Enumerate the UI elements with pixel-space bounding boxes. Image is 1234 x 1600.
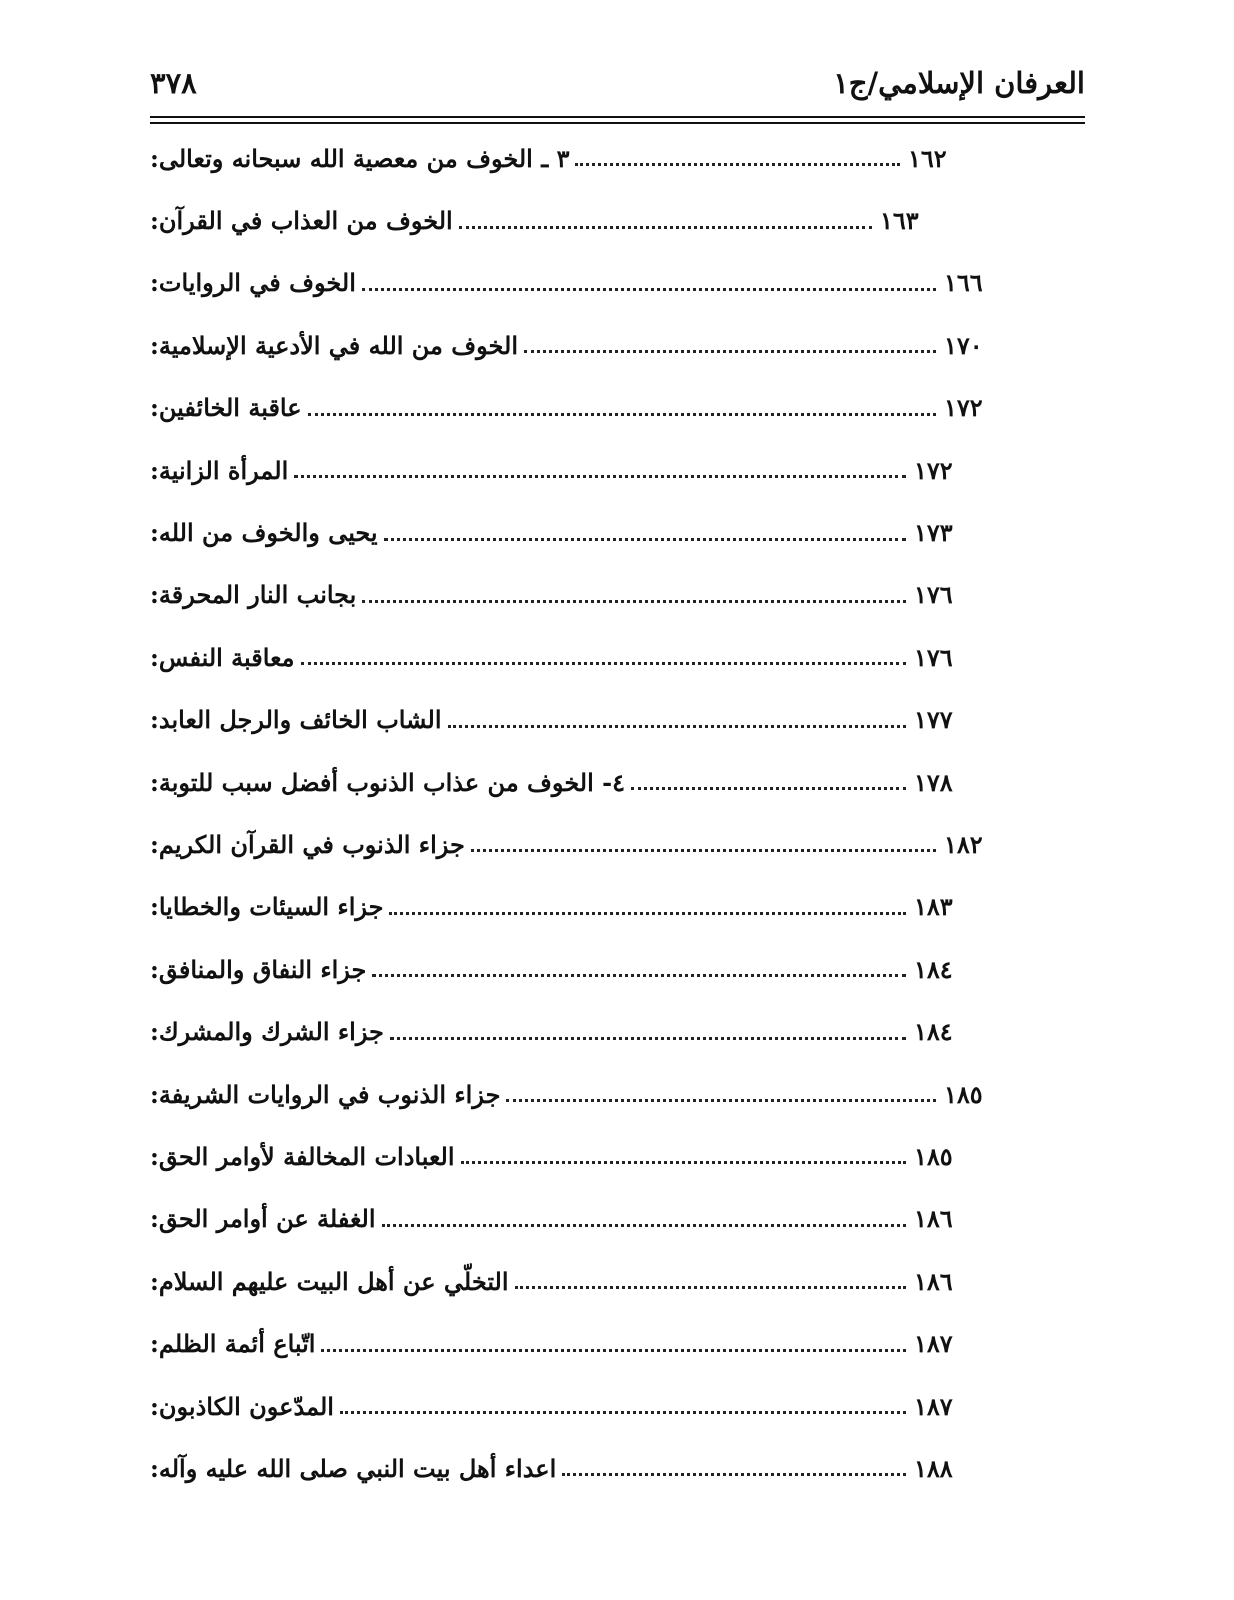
dot-leader [362, 599, 906, 603]
toc-entry-title: يحيى والخوف من الله: [150, 518, 378, 548]
toc-entry [150, 1000, 1085, 1062]
toc-entry-page: ١٨٧ [914, 1329, 953, 1359]
toc-entry-page: ١٨٧ [914, 1391, 953, 1421]
dot-leader [340, 1410, 906, 1414]
toc-entry [150, 189, 1085, 251]
toc-entry-title: المدّعون الكاذبون: [150, 1391, 334, 1421]
toc-entry-page: ١٦٢ [908, 143, 947, 173]
toc-entry-title: العبادات المخالفة لأوامر الحق: [150, 1141, 455, 1171]
toc-entry-title: جزاء الذنوب في القرآن الكريم: [150, 829, 465, 859]
dot-leader [294, 474, 906, 478]
toc-entry-page: ١٦٦ [944, 268, 983, 298]
dot-leader [301, 661, 906, 665]
toc-entry-page: ١٨٨ [914, 1453, 953, 1483]
dot-leader [362, 287, 936, 291]
toc-entry-title: جزاء الذنوب في الروايات الشريفة: [150, 1079, 501, 1109]
toc-entry [150, 626, 1085, 688]
toc-entry [150, 252, 1085, 314]
toc-entry [150, 689, 1085, 751]
toc-entry [150, 127, 1085, 189]
toc-entry-page: ١٨٤ [914, 1017, 953, 1047]
table-of-contents [150, 127, 1085, 1500]
toc-entry [150, 1188, 1085, 1250]
dot-leader [575, 162, 900, 166]
dot-leader [562, 1472, 906, 1476]
toc-entry-title: ٣ ـ الخوف من معصية الله سبحانه وتعالى: [150, 143, 570, 173]
toc-entry-page: ١٨٥ [944, 1079, 983, 1109]
toc-entry-page: ١٨٦ [914, 1266, 953, 1296]
toc-entry-page: ١٧٦ [914, 642, 953, 672]
toc-entry-page: ١٦٣ [880, 206, 919, 236]
toc-entry-title: جزاء السيئات والخطايا: [150, 892, 384, 922]
toc-entry [150, 377, 1085, 439]
toc-entry-title: بجانب النار المحرقة: [150, 580, 357, 610]
toc-entry-title: الغفلة عن أوامر الحق: [150, 1204, 376, 1234]
dot-leader [389, 911, 906, 915]
dot-leader [372, 973, 906, 977]
toc-entry [150, 439, 1085, 501]
book-title: العرفان الإسلامي/ج١ [833, 66, 1085, 100]
dot-leader [515, 1285, 906, 1289]
dot-leader [321, 1348, 906, 1352]
toc-entry-title: جزاء الشرك والمشرك: [150, 1017, 384, 1047]
toc-entry-page: ١٧٣ [914, 518, 953, 548]
page-number: ٣٧٨ [150, 66, 197, 100]
toc-entry-page: ١٨٥ [914, 1141, 953, 1171]
toc-entry-page: ١٨٦ [914, 1204, 953, 1234]
toc-entry-title: الخوف في الروايات: [150, 268, 356, 298]
dot-leader [631, 786, 906, 790]
header-rule-bottom [150, 122, 1085, 124]
toc-entry [150, 1125, 1085, 1187]
toc-entry-title: التخلّي عن أهل البيت عليهم السلام: [150, 1266, 509, 1296]
toc-entry [150, 938, 1085, 1000]
dot-leader [459, 225, 872, 229]
toc-entry-title: الشاب الخائف والرجل العابد: [150, 705, 442, 735]
toc-entry-page: ١٧٢ [914, 455, 953, 485]
toc-entry [150, 1437, 1085, 1499]
dot-leader [390, 1036, 906, 1040]
toc-entry-page: ١٨٢ [944, 829, 983, 859]
toc-entry [150, 564, 1085, 626]
toc-entry-title: المرأة الزانية: [150, 455, 289, 485]
toc-entry-title: اتّباع أئمة الظلم: [150, 1329, 316, 1359]
toc-entry-page: ١٧٦ [914, 580, 953, 610]
dot-leader [308, 412, 936, 416]
toc-entry-title: ٤- الخوف من عذاب الذنوب أفضل سبب للتوبة: [150, 767, 625, 797]
toc-entry [150, 1250, 1085, 1312]
toc-entry-title: الخوف من العذاب في القرآن: [150, 206, 453, 236]
running-header [150, 66, 1085, 116]
dot-leader [506, 1098, 936, 1102]
toc-entry-title: جزاء النفاق والمنافق: [150, 954, 367, 984]
dot-leader [448, 724, 906, 728]
toc-entry [150, 813, 1085, 875]
dot-leader [382, 1223, 906, 1227]
toc-entry-title: اعداء أهل بيت النبي صلى الله عليه وآله: [150, 1453, 557, 1483]
toc-entry-page: ١٧٠ [944, 330, 983, 360]
toc-entry-page: ١٨٤ [914, 954, 953, 984]
toc-entry [150, 314, 1085, 376]
toc-entry [150, 876, 1085, 938]
dot-leader [461, 1160, 907, 1164]
toc-entry-page: ١٧٨ [914, 767, 953, 797]
toc-entry [150, 1375, 1085, 1437]
toc-entry [150, 501, 1085, 563]
toc-entry-title: معاقبة النفس: [150, 642, 295, 672]
toc-entry [150, 1312, 1085, 1374]
toc-entry-page: ١٨٣ [914, 892, 953, 922]
header-rule-top [150, 116, 1085, 118]
dot-leader [384, 537, 906, 541]
toc-entry [150, 751, 1085, 813]
dot-leader [524, 349, 936, 353]
toc-entry-title: الخوف من الله في الأدعية الإسلامية: [150, 330, 519, 360]
toc-entry-title: عاقبة الخائفين: [150, 393, 302, 423]
toc-entry-page: ١٧٧ [914, 705, 953, 735]
toc-entry [150, 1063, 1085, 1125]
toc-entry-page: ١٧٢ [944, 393, 983, 423]
dot-leader [471, 848, 936, 852]
